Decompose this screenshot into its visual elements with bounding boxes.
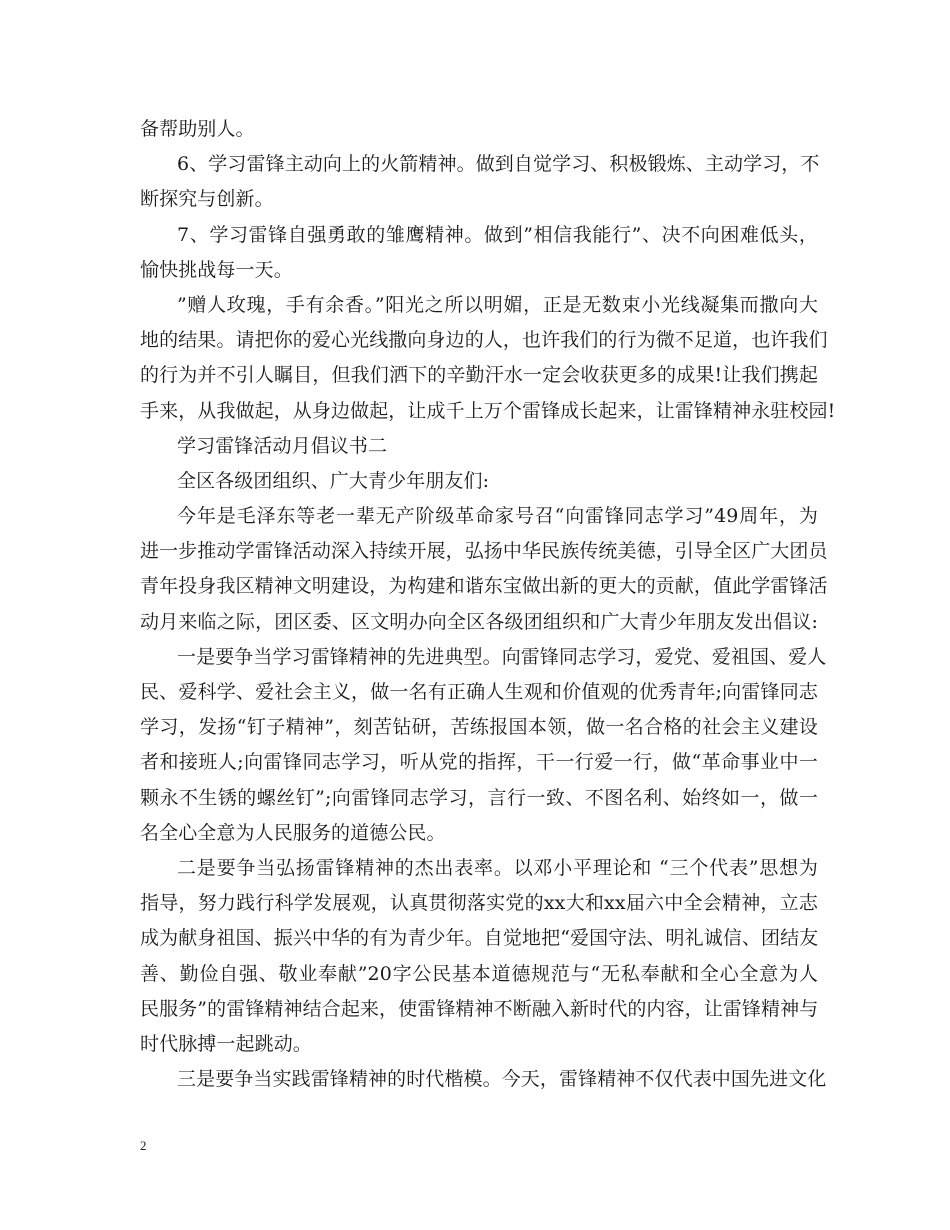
text-line: 今年是毛泽东等老一辈无产阶级革命家号召“向雷锋同志学习”49周年，为 bbox=[177, 505, 818, 528]
text-line: 民服务”的雷锋精神结合起来，使雷锋精神不断融入新时代的内容，让雷锋精神与 bbox=[140, 997, 819, 1020]
text-line: 学习，发扬“钉子精神”，刻苦钻研，苦练报国本领，做一名合格的社会主义建设 bbox=[140, 716, 818, 739]
text-line: 7、学习雷锋自强勇敢的雏鹰精神。做到”相信我能行”、决不向困难低头， bbox=[177, 223, 818, 246]
text-line: 的行为并不引人瞩目，但我们洒下的辛勤汗水一定会收获更多的成果!让我们携起 bbox=[140, 364, 818, 387]
text-line: 三是要争当实践雷锋精神的时代楷模。今天，雷锋精神不仅代表中国先进文化 bbox=[177, 1068, 827, 1091]
text-line: 成为献身祖国、振兴中华的有为青少年。自觉地把“爱国守法、明礼诚信、团结友 bbox=[140, 927, 819, 950]
text-line: 断探究与创新。 bbox=[140, 188, 274, 211]
text-line: 6、学习雷锋主动向上的火箭精神。做到自觉学习、积极锻炼、主动学习，不 bbox=[177, 153, 820, 176]
text-line: 手来，从我做起，从身边做起，让成千上万个雷锋成长起来，让雷锋精神永驻校园! bbox=[140, 399, 836, 422]
text-line: 颗永不生锈的螺丝钉”;向雷锋同志学习，言行一致、不图名利、始终如一，做一 bbox=[140, 786, 818, 809]
text-line: 愉快挑战每一天。 bbox=[140, 258, 293, 281]
text-line: 名全心全意为人民服务的道德公民。 bbox=[140, 821, 446, 844]
text-line: 地的结果。请把你的爱心光线撒向身边的人，也许我们的行为微不足道，也许我们 bbox=[140, 329, 828, 352]
text-line: ”赠人玫瑰，手有余香。”阳光之所以明媚，正是无数束小光线凝集而撒向大 bbox=[177, 293, 818, 316]
text-line: 民、爱科学、爱社会主义，做一名有正确人生观和价值观的优秀青年;向雷锋同志 bbox=[140, 681, 818, 703]
page-number: 2 bbox=[140, 1138, 147, 1153]
text-line: 指导，努力践行科学发展观，认真贯彻落实党的xx大和xx届六中全会精神，立志 bbox=[140, 892, 818, 915]
text-line: 者和接班人;向雷锋同志学习，听从党的指挥，干一行爱一行，做“革命事业中一 bbox=[140, 751, 818, 774]
text-line: 时代脉搏一起跳动。 bbox=[140, 1032, 312, 1055]
text-line: 动月来临之际，团区委、区文明办向全区各级团组织和广大青少年朋友发出倡议: bbox=[140, 610, 818, 633]
text-line: 学习雷锋活动月倡议书二 bbox=[177, 434, 388, 457]
text-line: 一是要争当学习雷锋精神的先进典型。向雷锋同志学习，爱党、爱祖国、爱人 bbox=[177, 645, 827, 668]
text-line: 青年投身我区精神文明建设，为构建和谐东宝做出新的更大的贡献，值此学雷锋活 bbox=[140, 575, 828, 598]
text-line: 进一步推动学雷锋活动深入持续开展，弘扬中华民族传统美德，引导全区广大团员 bbox=[140, 540, 828, 563]
text-line: 善、勤俭自强、敬业奉献”20字公民基本道德规范与“无私奉献和全心全意为人 bbox=[140, 962, 818, 985]
text-line: 二是要争当弘扬雷锋精神的杰出表率。以邓小平理论和 “三个代表”思想为 bbox=[177, 856, 818, 879]
document-body bbox=[140, 112, 836, 1097]
text-line: 备帮助别人。 bbox=[140, 118, 255, 140]
text-line: 全区各级团组织、广大青少年朋友们: bbox=[177, 469, 490, 492]
